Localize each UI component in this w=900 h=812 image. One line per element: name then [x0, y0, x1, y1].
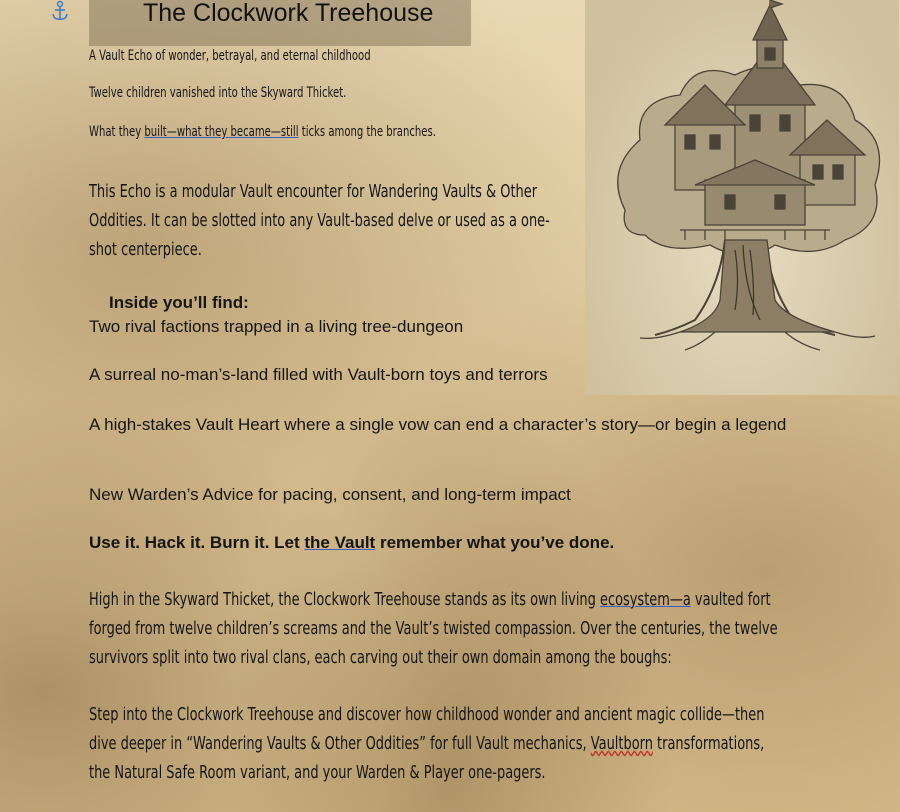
intro-paragraph: [89, 177, 550, 264]
hook-line-1: Twelve children vanished into the Skyward Thicket.: [89, 85, 347, 101]
body-paragraph-1: [89, 585, 778, 672]
body-1-line-3: survivors split into two rival clans, each carving out their own domain among the boughs:: [89, 647, 672, 668]
inside-item-wardens-advice: New Warden’s Advice for pacing, consent, and long-term impact: [89, 485, 571, 504]
tagline-link[interactable]: the Vault: [304, 533, 376, 552]
spellcheck-word[interactable]: Vaultborn: [590, 733, 653, 754]
body-1-line-1-post: vaulted fort: [690, 589, 771, 610]
treehouse-illustration: [585, 0, 899, 395]
tagline-pre: Use it. Hack it. Burn it. Let: [89, 533, 305, 552]
body-paragraph-2: [89, 700, 764, 787]
subtitle: A Vault Echo of wonder, betrayal, and eternal childhood: [89, 48, 371, 64]
intro-line-1: This Echo is a modular Vault encounter for Wandering Vaults & Other: [89, 181, 538, 202]
inside-item-vault-heart: A high-stakes Vault Heart where a single vow can end a character’s story—or begin a legend: [89, 415, 787, 434]
hook-line-2-post: ticks among the branches.: [298, 124, 436, 140]
body-2-line-2-post: transformations,: [652, 733, 765, 754]
body-2-line-1: Step into the Clockwork Treehouse and discover how childhood wonder and ancient magic collide—then: [89, 704, 765, 725]
body-1-line-1: [89, 585, 778, 614]
body-1-line-2: forged from twelve children’s screams and the Vault’s twisted compassion. Over the centuries, the twelve: [89, 618, 778, 639]
intro-line-3: shot centerpiece.: [89, 239, 202, 260]
body-2-line-2-pre: dive deeper in “Wandering Vaults & Other Oddities” for full Vault mechanics,: [89, 733, 591, 754]
intro-line-2: Oddities. It can be slotted into any Vault-based delve or used as a one-: [89, 210, 550, 231]
inside-heading: Inside you’ll find:: [109, 293, 249, 312]
tagline: [89, 533, 614, 553]
tagline-post: remember what you’ve done.: [375, 533, 615, 552]
body-1-line-1-pre: High in the Skyward Thicket, the Clockwork Treehouse stands as its own living: [89, 589, 600, 610]
body-2-line-2: [89, 729, 764, 758]
hook-line-2-pre: What they: [89, 124, 145, 140]
page-title: The Clockwork Treehouse: [143, 0, 434, 27]
treehouse-drawing: [585, 0, 899, 395]
hook-line-2-link[interactable]: built—what they became—still: [144, 124, 299, 140]
ecosystem-link[interactable]: ecosystem—a: [599, 589, 691, 610]
inside-item-no-mans-land: A surreal no-man’s-land filled with Vault-born toys and terrors: [89, 365, 548, 384]
body-2-line-3: the Natural Safe Room variant, and your Warden & Player one-pagers.: [89, 762, 546, 783]
hook-line-2: [89, 124, 436, 140]
inside-item-factions: Two rival factions trapped in a living tree-dungeon: [89, 317, 464, 336]
anchor-icon[interactable]: [50, 0, 70, 22]
